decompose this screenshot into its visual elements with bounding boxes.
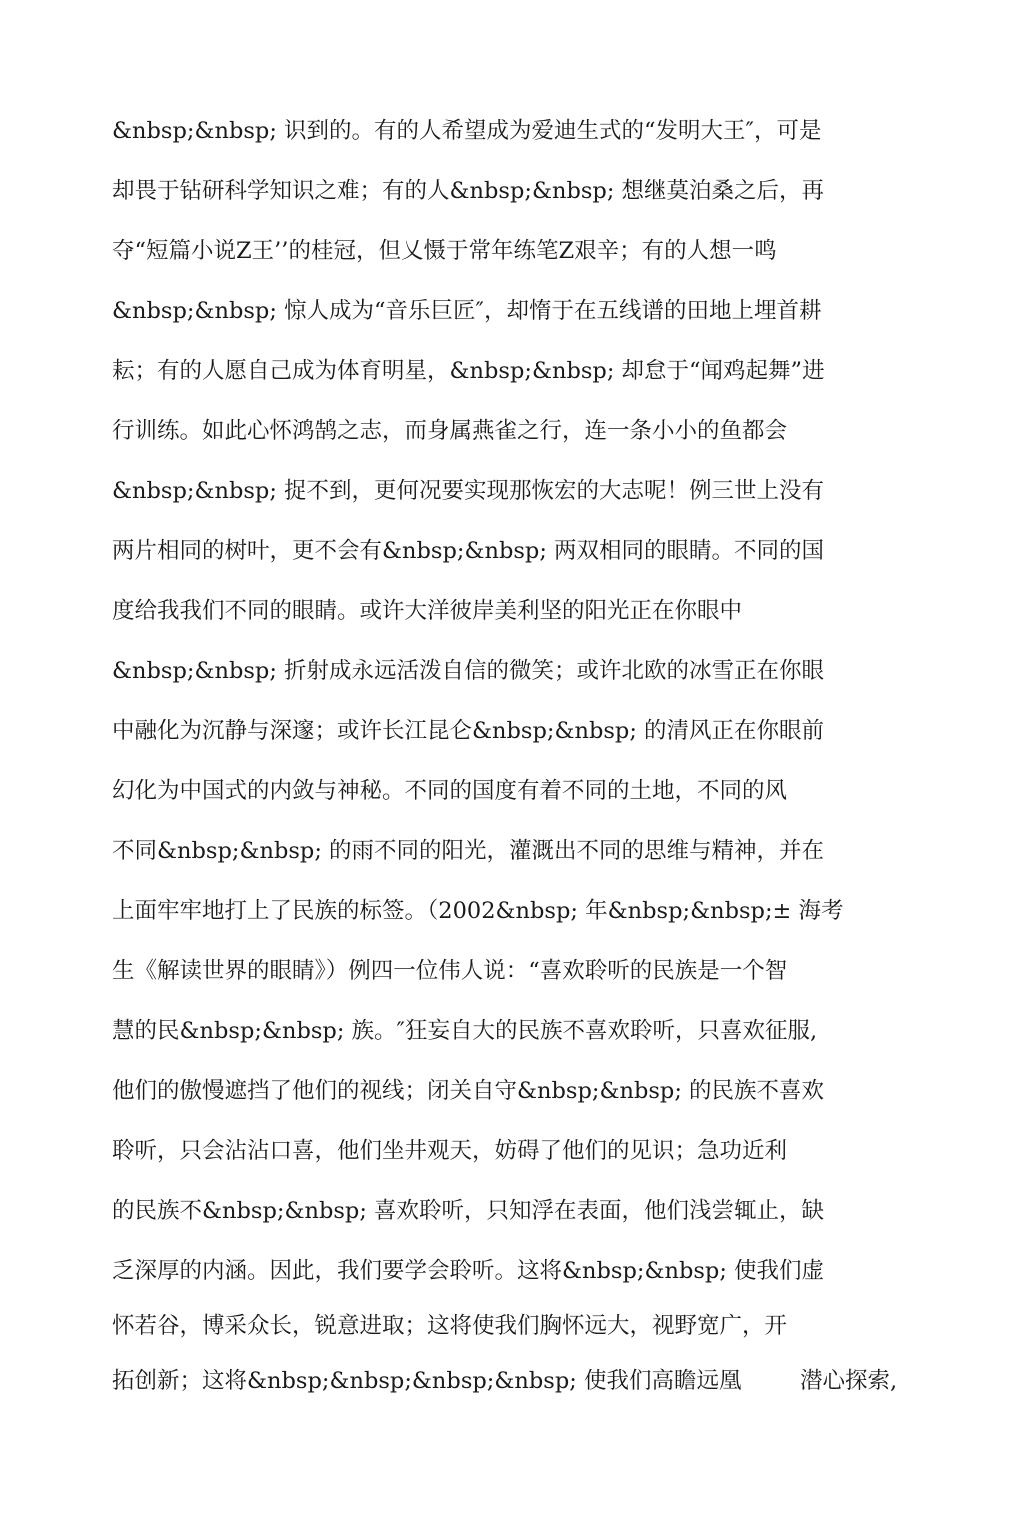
text-line: &nbsp;&nbsp; 识到的。有的人希望成为爱迪生式的“发明大王″，可是 — [112, 118, 822, 144]
text-line: 拓创新；这将&nbsp;&nbsp;&nbsp;&nbsp; 使我们高瞻远凰 — [112, 1368, 742, 1394]
text-line: 幻化为中国式的内敛与神秘。不同的国度有着不同的土地，不同的风 — [112, 778, 788, 804]
text-line: &nbsp;&nbsp; 捉不到，更何况要实现那恢宏的大志呢！例三世上没有 — [112, 478, 825, 504]
text-line: 慧的民&nbsp;&nbsp; 族。″狂妄自大的民族不喜欢聆听，只喜欢征服, — [112, 1018, 818, 1044]
text-line: &nbsp;&nbsp; 折射成永远活泼自信的微笑；或许北欧的冰雪正在你眼 — [112, 658, 825, 684]
text-line: 不同&nbsp;&nbsp; 的雨不同的阳光，灌溉出不同的思维与精神，并在 — [112, 838, 825, 864]
text-line: 的民族不&nbsp;&nbsp; 喜欢聆听，只知浮在表面，他们浅尝辄止，缺 — [112, 1198, 825, 1224]
text-line: 两片相同的树叶，更不会有&nbsp;&nbsp; 两双相同的眼睛。不同的国 — [112, 538, 825, 564]
text-line: 中融化为沉静与深邃；或许长江昆仑&nbsp;&nbsp; 的清风正在你眼前 — [112, 718, 825, 744]
text-line: 聆听，只会沾沾口喜，他们坐井观天，妨碍了他们的见识；急功近利 — [112, 1138, 788, 1164]
text-line-tail: 潜心探索, — [800, 1368, 898, 1394]
text-line: 怀若谷，博采众长，锐意进取；这将使我们胸怀远大，视野宽广，开 — [112, 1313, 788, 1339]
text-line: 生《解读世界的眼睛》）例四一位伟人说：“喜欢聆听的民族是一个智 — [112, 958, 788, 984]
text-line: &nbsp;&nbsp; 惊人成为“音乐巨匠″，却惰于在五线谱的田地上埋首耕 — [112, 298, 822, 324]
text-line: 夺“短篇小说Z王’’的桂冠，但乂慑于常年练笔Z艰辛；有的人想一鸣 — [112, 238, 777, 264]
text-line: 却畏于钻研科学知识之难；有的人&nbsp;&nbsp; 想继莫泊桑之后，再 — [112, 178, 825, 204]
text-line: 他们的傲慢遮挡了他们的视线；闭关自守&nbsp;&nbsp; 的民族不喜欢 — [112, 1078, 825, 1104]
text-line: 上面牢牢地打上了民族的标签。（2002&nbsp; 年&nbsp;&nbsp;± 海考 — [112, 898, 844, 924]
text-line: 度给我我们不同的眼睛。或许大洋彼岸美利坚的阳光正在你眼中 — [112, 598, 743, 624]
text-line: 乏深厚的内涵。因此，我们要学会聆听。这将&nbsp;&nbsp; 使我们虚 — [112, 1258, 825, 1284]
text-line: 行训练。如此心怀鸿鹄之志，而身属燕雀之行，连一条小小的鱼都会 — [112, 418, 788, 444]
text-line: 耘；有的人愿自己成为体育明星，&nbsp;&nbsp; 却怠于“闻鸡起舞”进 — [112, 358, 825, 384]
